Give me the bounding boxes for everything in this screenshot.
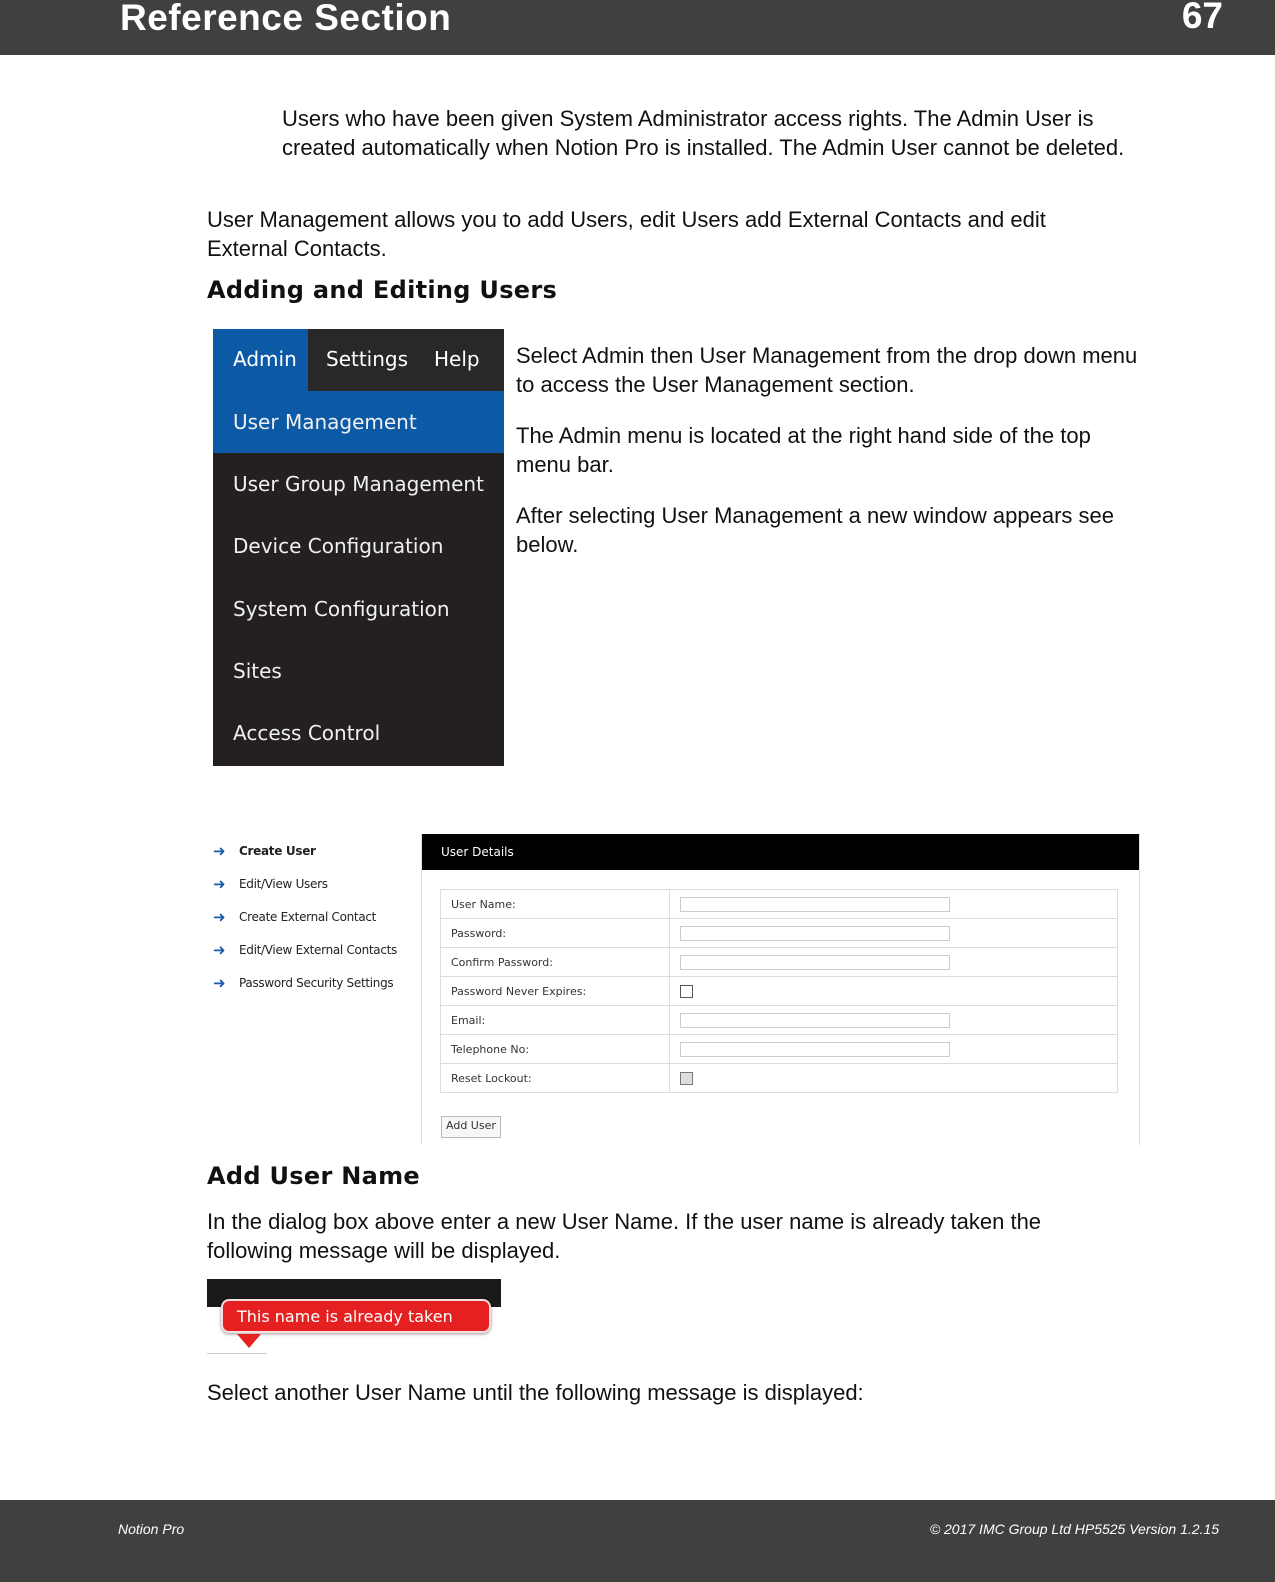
tab-admin[interactable]: Admin: [213, 329, 308, 391]
menu-item-system-configuration[interactable]: System Configuration: [233, 597, 450, 621]
menu-item-device-configuration[interactable]: Device Configuration: [233, 534, 444, 558]
password-input[interactable]: [680, 926, 950, 941]
footer-product: Notion Pro: [118, 1521, 185, 1537]
tooltip-pointer: [237, 1334, 261, 1348]
user-details-form: [440, 889, 1118, 1093]
instruction-admin-location: The Admin menu is located at the right hand side of the top menu bar.: [516, 423, 1091, 477]
label-password-never-expires: Password Never Expires:: [441, 977, 670, 1006]
top-menu-bar: [213, 329, 504, 391]
page-header: [0, 0, 1275, 55]
input-edge: [207, 1353, 267, 1354]
admin-dropdown-menu: [213, 329, 504, 766]
telephone-input[interactable]: [680, 1042, 950, 1057]
arrow-right-icon: ➜: [213, 973, 226, 992]
label-password: Password:: [441, 919, 670, 948]
name-taken-tooltip-screenshot: [207, 1279, 501, 1359]
admin-description: Users who have been given System Administrator access rights. The Admin User is created automatically when Notion Pro is installed. The Admin User cannot be deleted.: [282, 106, 1125, 160]
heading-add-user-name: Add User Name: [207, 1162, 420, 1190]
page-footer: [0, 1500, 1275, 1582]
user-details-panel: [421, 834, 1140, 1145]
field-cell: [670, 890, 1118, 919]
instruction-select-admin: Select Admin then User Management from the drop down menu to access the User Management section.: [516, 343, 1138, 397]
arrow-right-icon: ➜: [213, 907, 226, 926]
label-reset-lockout: Reset Lockout:: [441, 1064, 670, 1093]
menu-item-sites[interactable]: Sites: [233, 659, 282, 683]
menu-item-user-group-management[interactable]: User Group Management: [233, 472, 484, 496]
heading-adding-editing-users: Adding and Editing Users: [207, 276, 558, 304]
select-another-name-text: Select another User Name until the following message is displayed:: [207, 1380, 864, 1405]
nav-create-external-contact[interactable]: [213, 900, 413, 933]
nav-password-security-settings[interactable]: [213, 966, 413, 999]
field-cell: [670, 948, 1118, 977]
nav-link-label: Password Security Settings: [239, 975, 394, 990]
error-message-bubble: This name is already taken: [221, 1299, 491, 1333]
nav-edit-view-external-contacts[interactable]: [213, 933, 413, 966]
password-never-expires-checkbox[interactable]: [680, 985, 693, 998]
form-row: [441, 977, 1118, 1006]
nav-link-label: Edit/View External Contacts: [239, 942, 398, 957]
field-cell: [670, 1006, 1118, 1035]
nav-create-user[interactable]: [213, 834, 413, 867]
form-row: [441, 1035, 1118, 1064]
label-confirm-password: Confirm Password:: [441, 948, 670, 977]
tab-settings[interactable]: Settings: [326, 347, 409, 371]
email-input[interactable]: [680, 1013, 950, 1028]
form-row: [441, 890, 1118, 919]
add-user-button[interactable]: Add User: [441, 1116, 501, 1138]
confirm-password-input[interactable]: [680, 955, 950, 970]
panel-title: User Details: [422, 834, 1139, 870]
label-user-name: User Name:: [441, 890, 670, 919]
footer-copyright: © 2017 IMC Group Ltd HP5525 Version 1.2.15: [929, 1521, 1219, 1537]
field-cell: [670, 1064, 1118, 1093]
page-number: 67: [1181, 0, 1223, 36]
field-cell: [670, 977, 1118, 1006]
add-user-name-description: In the dialog box above enter a new User Name. If the user name is already taken the following message will be displayed.: [207, 1209, 1042, 1263]
form-row: [441, 919, 1118, 948]
user-management-description: User Management allows you to add Users, edit Users add External Contacts and edit External Contacts.: [207, 207, 1046, 261]
field-cell: [670, 1035, 1118, 1064]
section-title: Reference Section: [120, 0, 452, 38]
menu-instructions: [516, 341, 1141, 581]
nav-link-label: Create External Contact: [239, 909, 377, 924]
nav-link-label: Create User: [239, 843, 316, 858]
form-row: [441, 1006, 1118, 1035]
user-name-input[interactable]: [680, 897, 950, 912]
tab-help[interactable]: Help: [434, 347, 480, 371]
arrow-right-icon: ➜: [213, 940, 226, 959]
user-management-nav: [213, 834, 413, 999]
instruction-new-window: After selecting User Management a new window appears see below.: [516, 503, 1114, 557]
nav-link-label: Edit/View Users: [239, 876, 328, 891]
arrow-right-icon: ➜: [213, 874, 226, 893]
reset-lockout-checkbox[interactable]: [680, 1072, 693, 1085]
field-cell: [670, 919, 1118, 948]
form-row: [441, 948, 1118, 977]
arrow-right-icon: ➜: [213, 841, 226, 860]
label-email: Email:: [441, 1006, 670, 1035]
menu-item-user-management[interactable]: User Management: [213, 391, 504, 453]
nav-edit-view-users[interactable]: [213, 867, 413, 900]
menu-item-access-control[interactable]: Access Control: [233, 721, 381, 745]
form-row: [441, 1064, 1118, 1093]
label-telephone: Telephone No:: [441, 1035, 670, 1064]
